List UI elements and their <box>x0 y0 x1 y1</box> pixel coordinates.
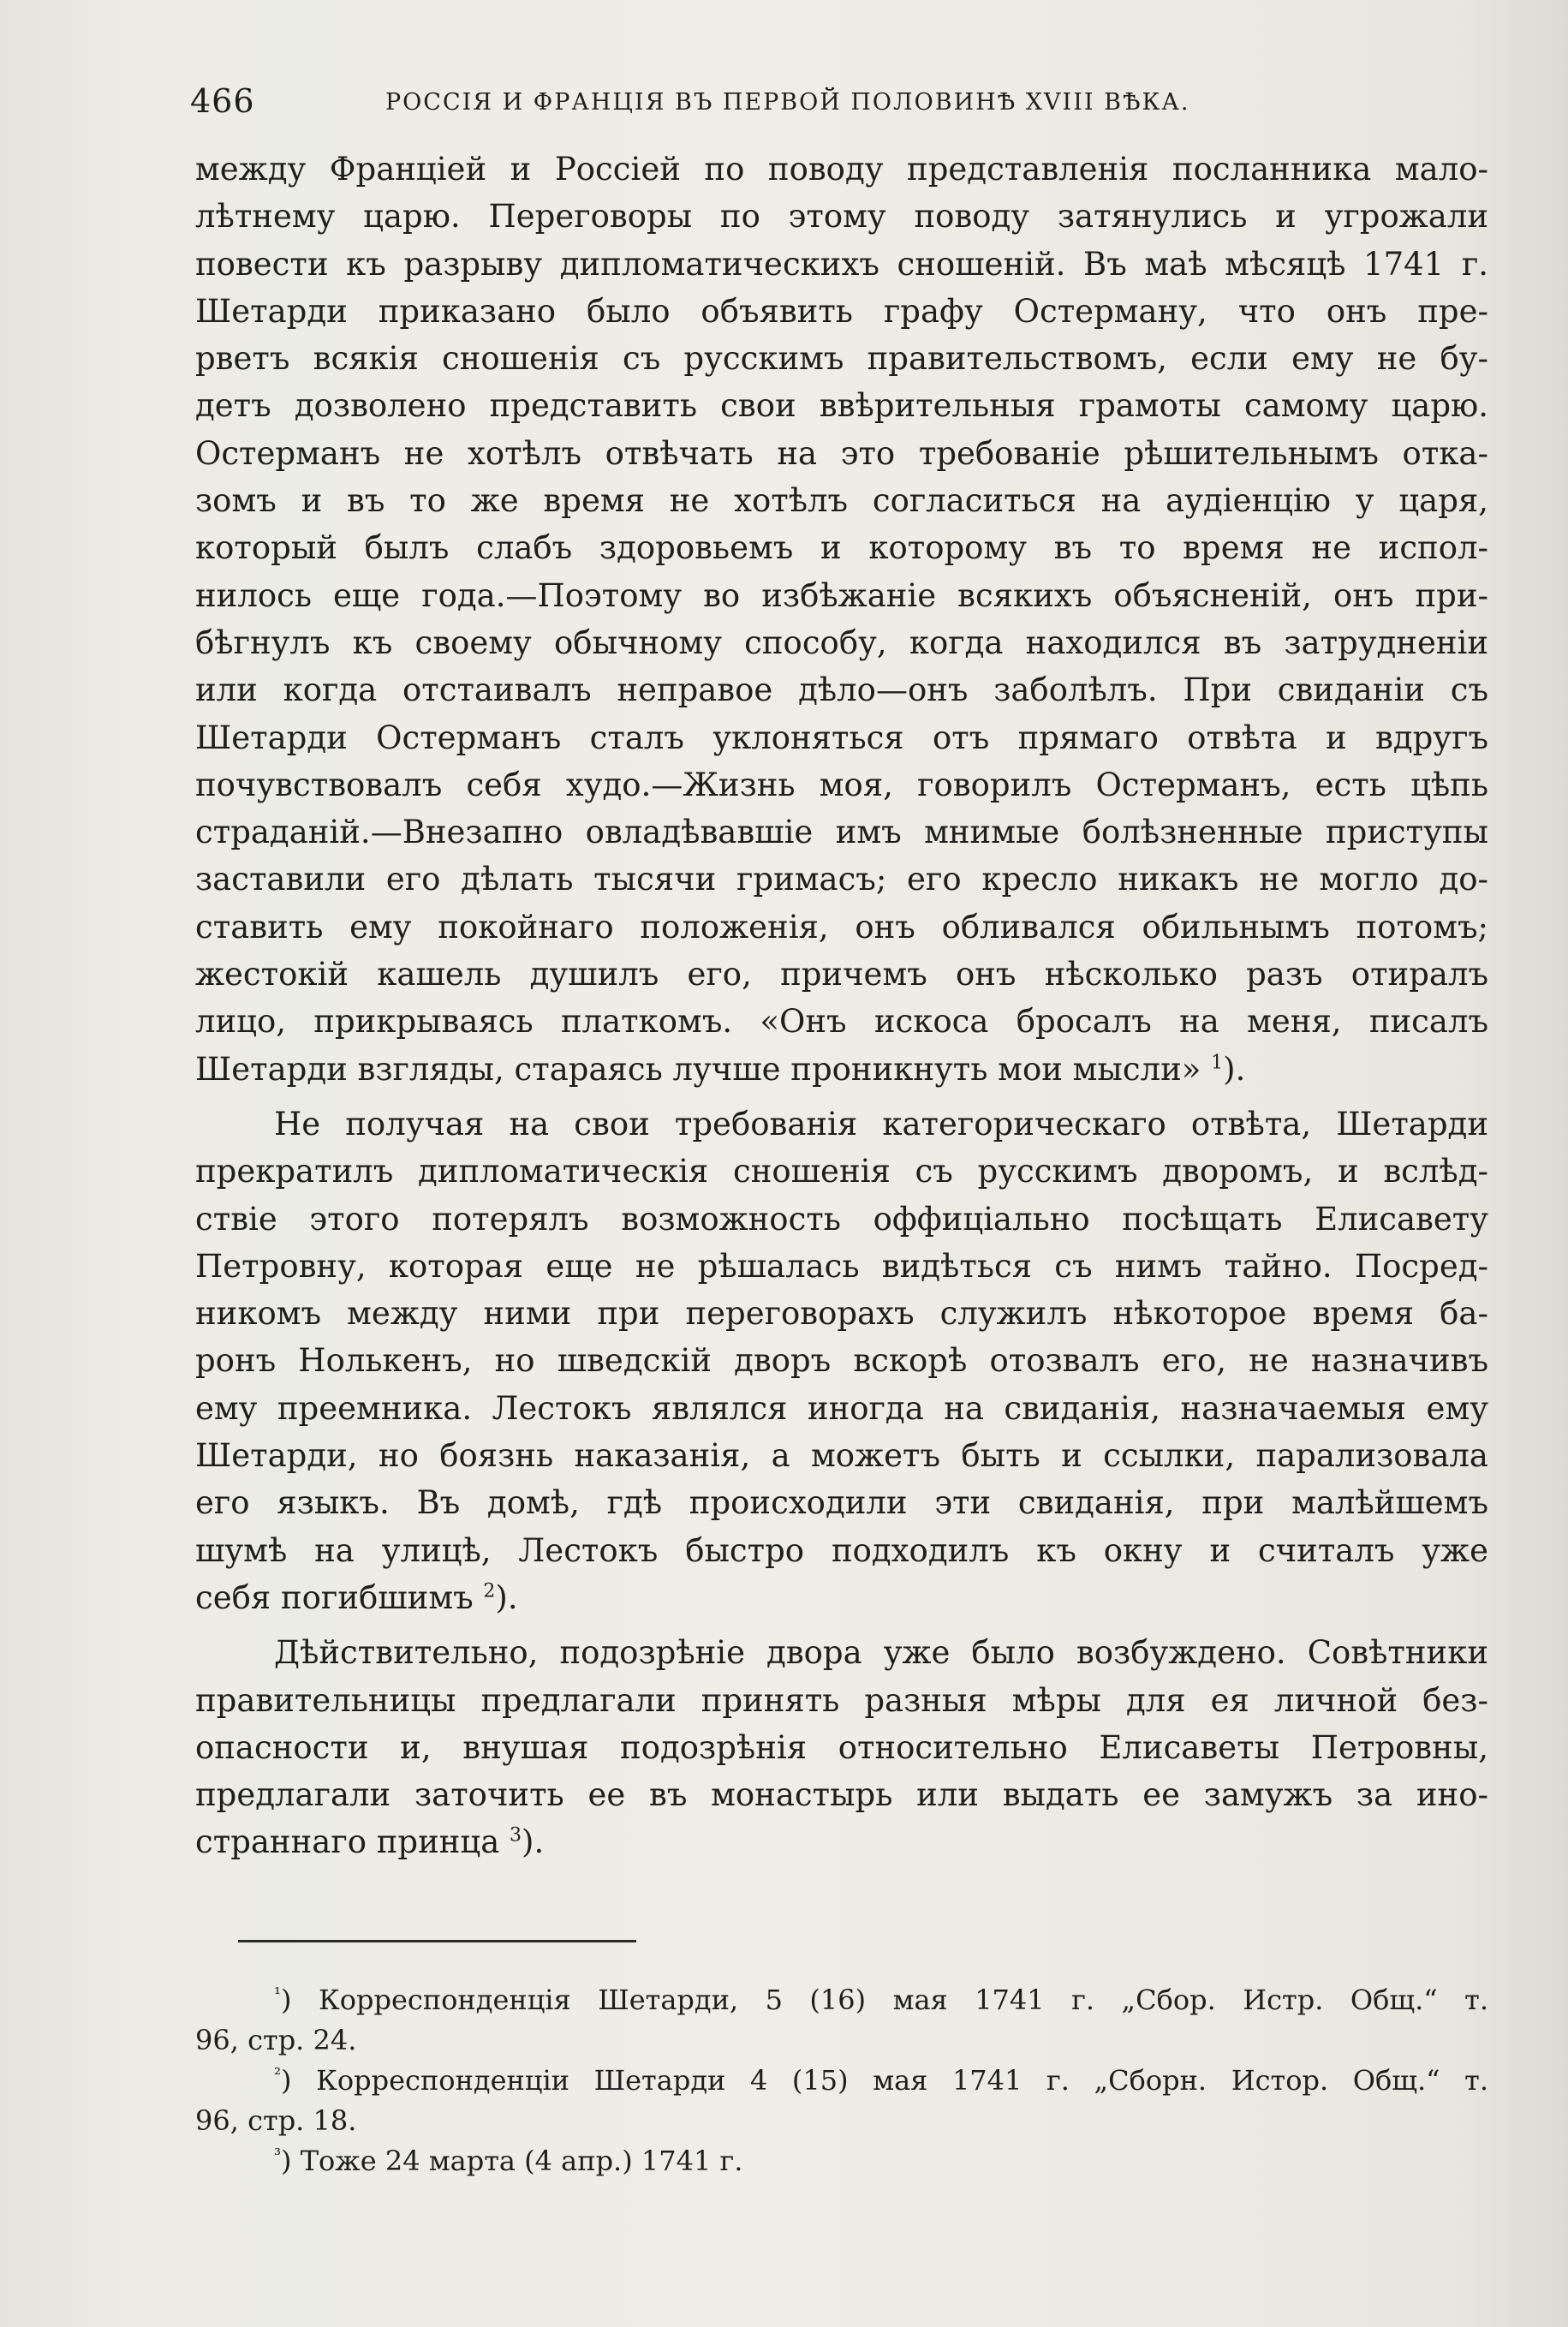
text-line: Дѣйствительно, подозрѣніе двора уже было возбуждено. Совѣтники <box>274 1634 1488 1672</box>
text-line: лѣтнему царю. Переговоры по этому поводу затянулись и угрожали <box>195 198 1488 236</box>
text-line: ронъ Нолькенъ, но шведскій дворъ вскорѣ отозвалъ его, не назначивъ <box>195 1342 1488 1380</box>
body-text <box>195 146 1488 1866</box>
page-header <box>190 82 1492 130</box>
footnote-divider <box>238 1940 636 1942</box>
text-line: Шетарди, но боязнь наказанія, а можетъ быть и ссылки, парализовала <box>195 1437 1488 1475</box>
text-line: никомъ между ними при переговорахъ служилъ нѣкоторое время ба- <box>195 1295 1488 1333</box>
footnote <box>195 2061 1488 2141</box>
footnote <box>195 1980 1488 2061</box>
text-line: ему преемника. Лестокъ являлся иногда на свиданія, назначаемыя ему <box>195 1389 1488 1427</box>
text-line: ставить ему покойнаго положенія, онъ обливался обильнымъ потомъ; <box>195 908 1488 946</box>
footnote-line-content: ) Тоже 24 марта (4 апр.) 1741 г. <box>281 2145 743 2177</box>
footnote-reference[interactable]: 1 <box>1211 1052 1224 1074</box>
text-line: между Франціей и Россіей по поводу представленія посланника мало- <box>195 151 1488 188</box>
text-line-content: Шетарди взгляды, стараясь лучше проникнуть мои мысли» <box>195 1050 1201 1088</box>
footnote-line: 96, стр. 24. <box>195 2024 357 2056</box>
text-line: его языкъ. Въ домѣ, гдѣ происходили эти свиданія, при малѣйшемъ <box>195 1484 1488 1522</box>
text-line: или когда отстаивалъ неправое дѣло—онъ заболѣлъ. При свиданіи съ <box>195 671 1488 709</box>
footnote-mark: ² <box>274 2063 282 2085</box>
footnote-mark: ³ <box>274 2144 282 2165</box>
text-line: почувствовалъ себя худо.—Жизнь моя, говорилъ Остерманъ, есть цѣпь <box>195 766 1488 803</box>
paragraph <box>195 1101 1488 1621</box>
text-line-end: ). <box>1223 1050 1246 1088</box>
paragraph-gap <box>195 1093 1488 1101</box>
text-line: Шетарди приказано было объявить графу Остерману, что онъ пре- <box>195 292 1488 330</box>
text-line: детъ дозволено представить свои ввѣрительныя грамоты самому царю. <box>195 387 1488 425</box>
text-line: зомъ и въ то же время не хотѣлъ согласиться на аудіенцію у царя, <box>195 482 1488 520</box>
text-line-content: себя погибшимъ <box>195 1578 474 1616</box>
text-line: который былъ слабъ здоровьемъ и которому въ то время не испол- <box>195 529 1488 567</box>
footnote-line-content: ) Корреспонденціи Шетарди 4 (15) мая 1741 г. „Сборн. Истор. Общ.“ т. <box>281 2064 1488 2097</box>
footnote-reference[interactable]: 2 <box>483 1580 496 1602</box>
text-line: рветъ всякія сношенія съ русскимъ правительствомъ, если ему не бу- <box>195 340 1488 378</box>
text-line: заставили его дѣлать тысячи гримасъ; его кресло никакъ не могло до- <box>195 861 1488 898</box>
footnote-line <box>195 1980 1488 2020</box>
running-head: РОССІЯ И ФРАНЦІЯ ВЪ ПЕРВОЙ ПОЛОВИНѢ XVIII ВѢКА. <box>385 89 1190 116</box>
footnote-line: 96, стр. 18. <box>195 2104 357 2137</box>
text-line-content: страннаго принца <box>195 1823 500 1861</box>
text-line: опасности и, внушая подозрѣнія относительно Елисаветы Петровны, <box>195 1728 1488 1766</box>
text-line: Не получая на свои требованія категорическаго отвѣта, Шетарди <box>274 1105 1488 1143</box>
text-line: нилось еще года.—Поэтому во избѣжаніе всякихъ объясненій, онъ при- <box>195 576 1488 614</box>
text-line: прекратилъ дипломатическія сношенія съ русскимъ дворомъ, и вслѣд- <box>195 1153 1488 1190</box>
text-line: страданій.—Внезапно овладѣвавшіе имъ мнимые болѣзненные приступы <box>195 814 1488 851</box>
text-line: шумѣ на улицѣ, Лестокъ быстро подходилъ къ окну и считалъ уже <box>195 1531 1488 1569</box>
text-line: Петровну, которая еще не рѣшалась видѣться съ нимъ тайно. Посред- <box>195 1247 1488 1285</box>
paragraph <box>195 146 1488 1093</box>
text-line: Шетарди Остерманъ сталъ уклоняться отъ прямаго отвѣта и вдругъ <box>195 719 1488 756</box>
text-line: повести къ разрыву дипломатическихъ сношеній. Въ маѣ мѣсяцѣ 1741 г. <box>195 245 1488 283</box>
footnote <box>195 2141 1488 2181</box>
footnote-line-content: ) Корреспонденція Шетарди, 5 (16) мая 1741 г. „Сбор. Истр. Общ.“ т. <box>281 1984 1488 2016</box>
text-line: бѣгнулъ къ своему обычному способу, когда находился въ затрудненіи <box>195 624 1488 661</box>
text-line: ствіе этого потерялъ возможность оффиціально посѣщать Елисавету <box>195 1200 1488 1238</box>
footnote-reference[interactable]: 3 <box>510 1825 522 1847</box>
page-number: 466 <box>190 82 255 120</box>
text-line <box>195 1046 1488 1093</box>
text-line-end: ). <box>522 1823 545 1861</box>
text-line: предлагали заточить ее въ монастырь или выдать ее замужъ за ино- <box>195 1776 1488 1814</box>
paragraph-gap <box>195 1621 1488 1629</box>
footnote-line <box>195 2141 1488 2181</box>
text-line-end: ). <box>495 1578 518 1616</box>
text-line: лицо, прикрываясь платкомъ. «Онъ искоса бросалъ на меня, писалъ <box>195 1003 1488 1041</box>
text-line: Остерманъ не хотѣлъ отвѣчать на это требованіе рѣшительнымъ отка- <box>195 434 1488 472</box>
text-line <box>195 1818 1488 1865</box>
text-line: жестокій кашель душилъ его, причемъ онъ нѣсколько разъ отиралъ <box>195 956 1488 993</box>
footnote-line <box>195 2061 1488 2101</box>
paragraph <box>195 1629 1488 1865</box>
footnote-mark: ¹ <box>274 1983 282 2004</box>
footnotes <box>195 1980 1488 2181</box>
text-line <box>195 1574 1488 1621</box>
text-line: правительницы предлагали принять разныя мѣры для ея личной без- <box>195 1681 1488 1719</box>
